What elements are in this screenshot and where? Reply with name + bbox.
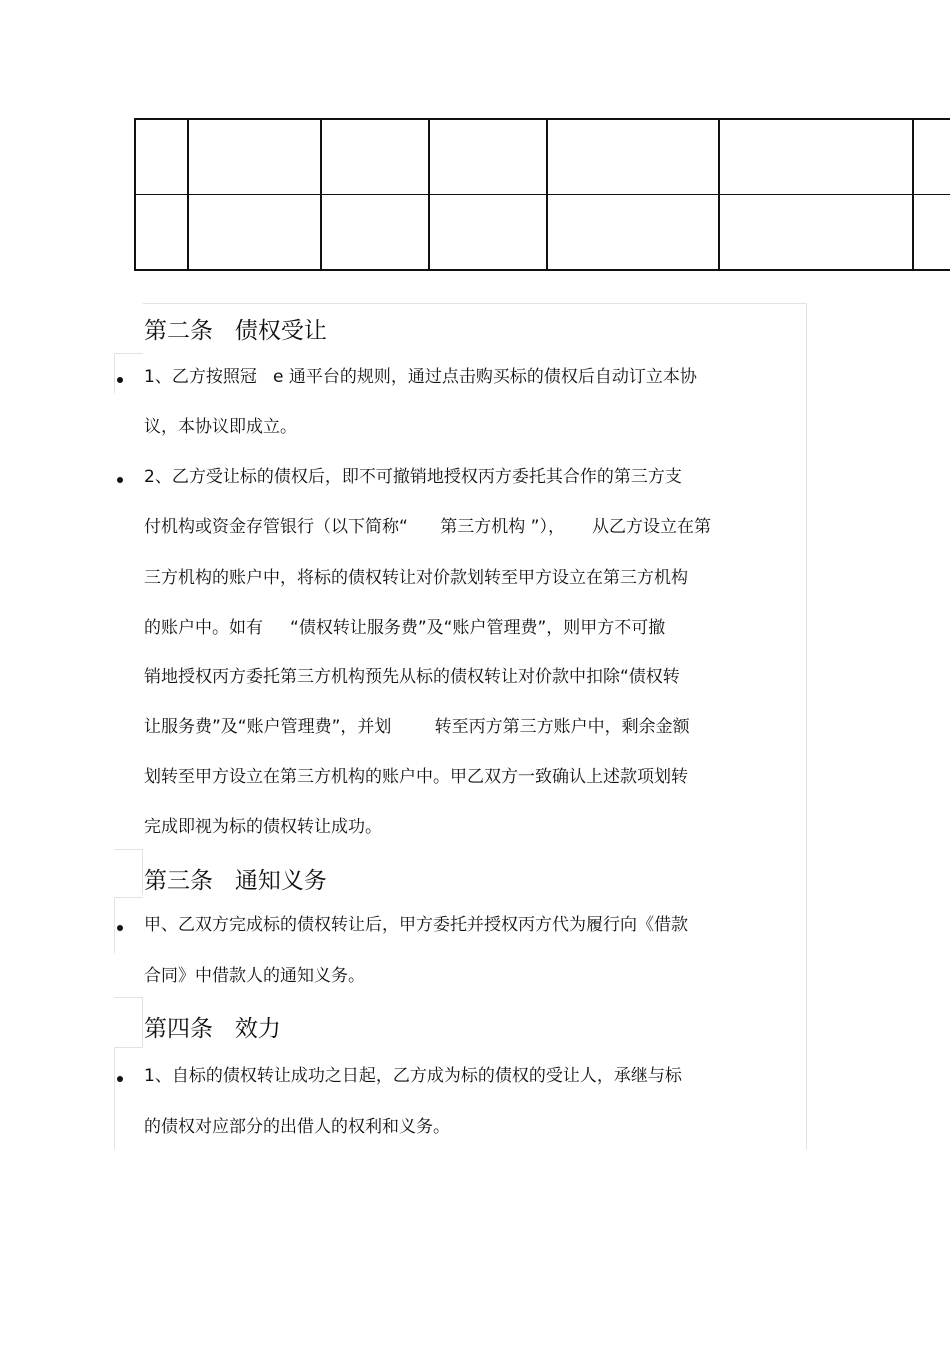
paragraph-line: 合同》中借款人的通知义务。 [144, 966, 365, 986]
section-marker [114, 849, 143, 850]
table-column-divider [718, 118, 720, 271]
table-column-divider [428, 118, 430, 271]
section-marker [114, 353, 143, 354]
section-marker [114, 1047, 143, 1048]
paragraph-line: 议，本协议即成立。 [144, 417, 297, 437]
bullet-icon [117, 1076, 123, 1082]
empty-table [134, 118, 950, 271]
paragraph-line: 销地授权丙方委托第三方机构预先从标的债权转让对价款中扣除“债权转 [144, 667, 680, 687]
paragraph-line: 的债权对应部分的出借人的权利和义务。 [144, 1117, 450, 1137]
table-column-divider [546, 118, 548, 271]
table-column-divider [912, 118, 914, 271]
table-column-divider [320, 118, 322, 271]
bullet-icon [117, 477, 123, 483]
bullet-icon [117, 377, 123, 383]
section-heading: 第二条 债权受让 [144, 318, 327, 344]
paragraph-line: 1、乙方按照冠 e 通平台的规则，通过点击购买标的债权后自动订立本协 [144, 367, 697, 387]
section-heading: 第四条 效力 [144, 1016, 281, 1042]
section-marker [114, 1047, 115, 1149]
table-border-bottom [134, 269, 950, 271]
paragraph-line: 让服务费”及“账户管理费”，并划 转至丙方第三方账户中，剩余金额 [144, 717, 690, 737]
section-marker [142, 997, 143, 1047]
table-row-divider [134, 194, 950, 195]
section-marker [114, 353, 115, 393]
section-heading: 第三条 通知义务 [144, 868, 327, 894]
section-marker [142, 849, 143, 895]
table-border-top [134, 118, 950, 120]
paragraph-line: 划转至甲方设立在第三方机构的账户中。甲乙双方一致确认上述款项划转 [144, 767, 688, 787]
paragraph-line: 1、自标的债权转让成功之日起，乙方成为标的债权的受让人，承继与标 [144, 1066, 682, 1086]
paragraph-line: 2、乙方受让标的债权后，即不可撤销地授权丙方委托其合作的第三方支 [144, 467, 682, 487]
paragraph-line: 完成即视为标的债权转让成功。 [144, 817, 382, 837]
table-column-divider [134, 118, 136, 271]
paragraph-line: 付机构或资金存管银行（以下简称“ 第三方机构 ”）， 从乙方设立在第 [144, 517, 711, 537]
paragraph-line: 三方机构的账户中，将标的债权转让对价款划转至甲方设立在第三方机构 [144, 568, 688, 588]
section-marker [114, 897, 115, 953]
section-marker [114, 997, 143, 998]
bullet-icon [117, 925, 123, 931]
section-marker [114, 897, 143, 898]
paragraph-line: 的账户中。如有 “债权转让服务费”及“账户管理费”，则甲方不可撤 [144, 618, 666, 638]
table-column-divider [187, 118, 189, 271]
paragraph-line: 甲、乙双方完成标的债权转让后，甲方委托并授权丙方代为履行向《借款 [144, 915, 688, 935]
